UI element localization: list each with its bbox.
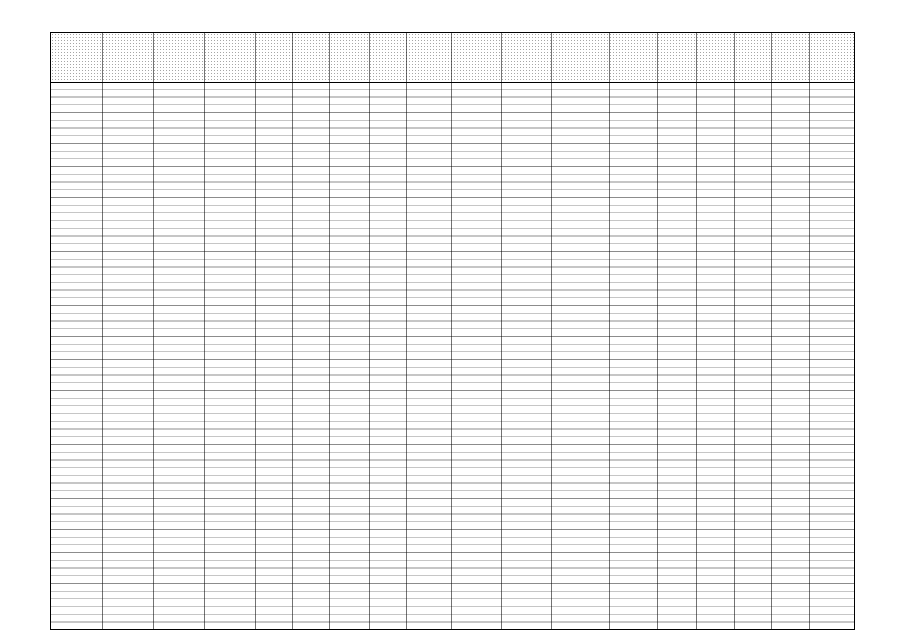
column-divider	[292, 33, 293, 629]
column-divider	[204, 33, 205, 629]
column-divider	[734, 33, 735, 629]
column-divider	[501, 33, 502, 629]
column-divider	[696, 33, 697, 629]
column-divider	[329, 33, 330, 629]
column-divider	[102, 33, 103, 629]
column-divider	[609, 33, 610, 629]
column-divider	[153, 33, 154, 629]
column-divider	[369, 33, 370, 629]
column-divider	[657, 33, 658, 629]
column-divider	[406, 33, 407, 629]
column-divider	[255, 33, 256, 629]
column-divider	[809, 33, 810, 629]
data-table	[50, 32, 855, 630]
column-divider	[771, 33, 772, 629]
column-divider	[551, 33, 552, 629]
column-divider	[451, 33, 452, 629]
